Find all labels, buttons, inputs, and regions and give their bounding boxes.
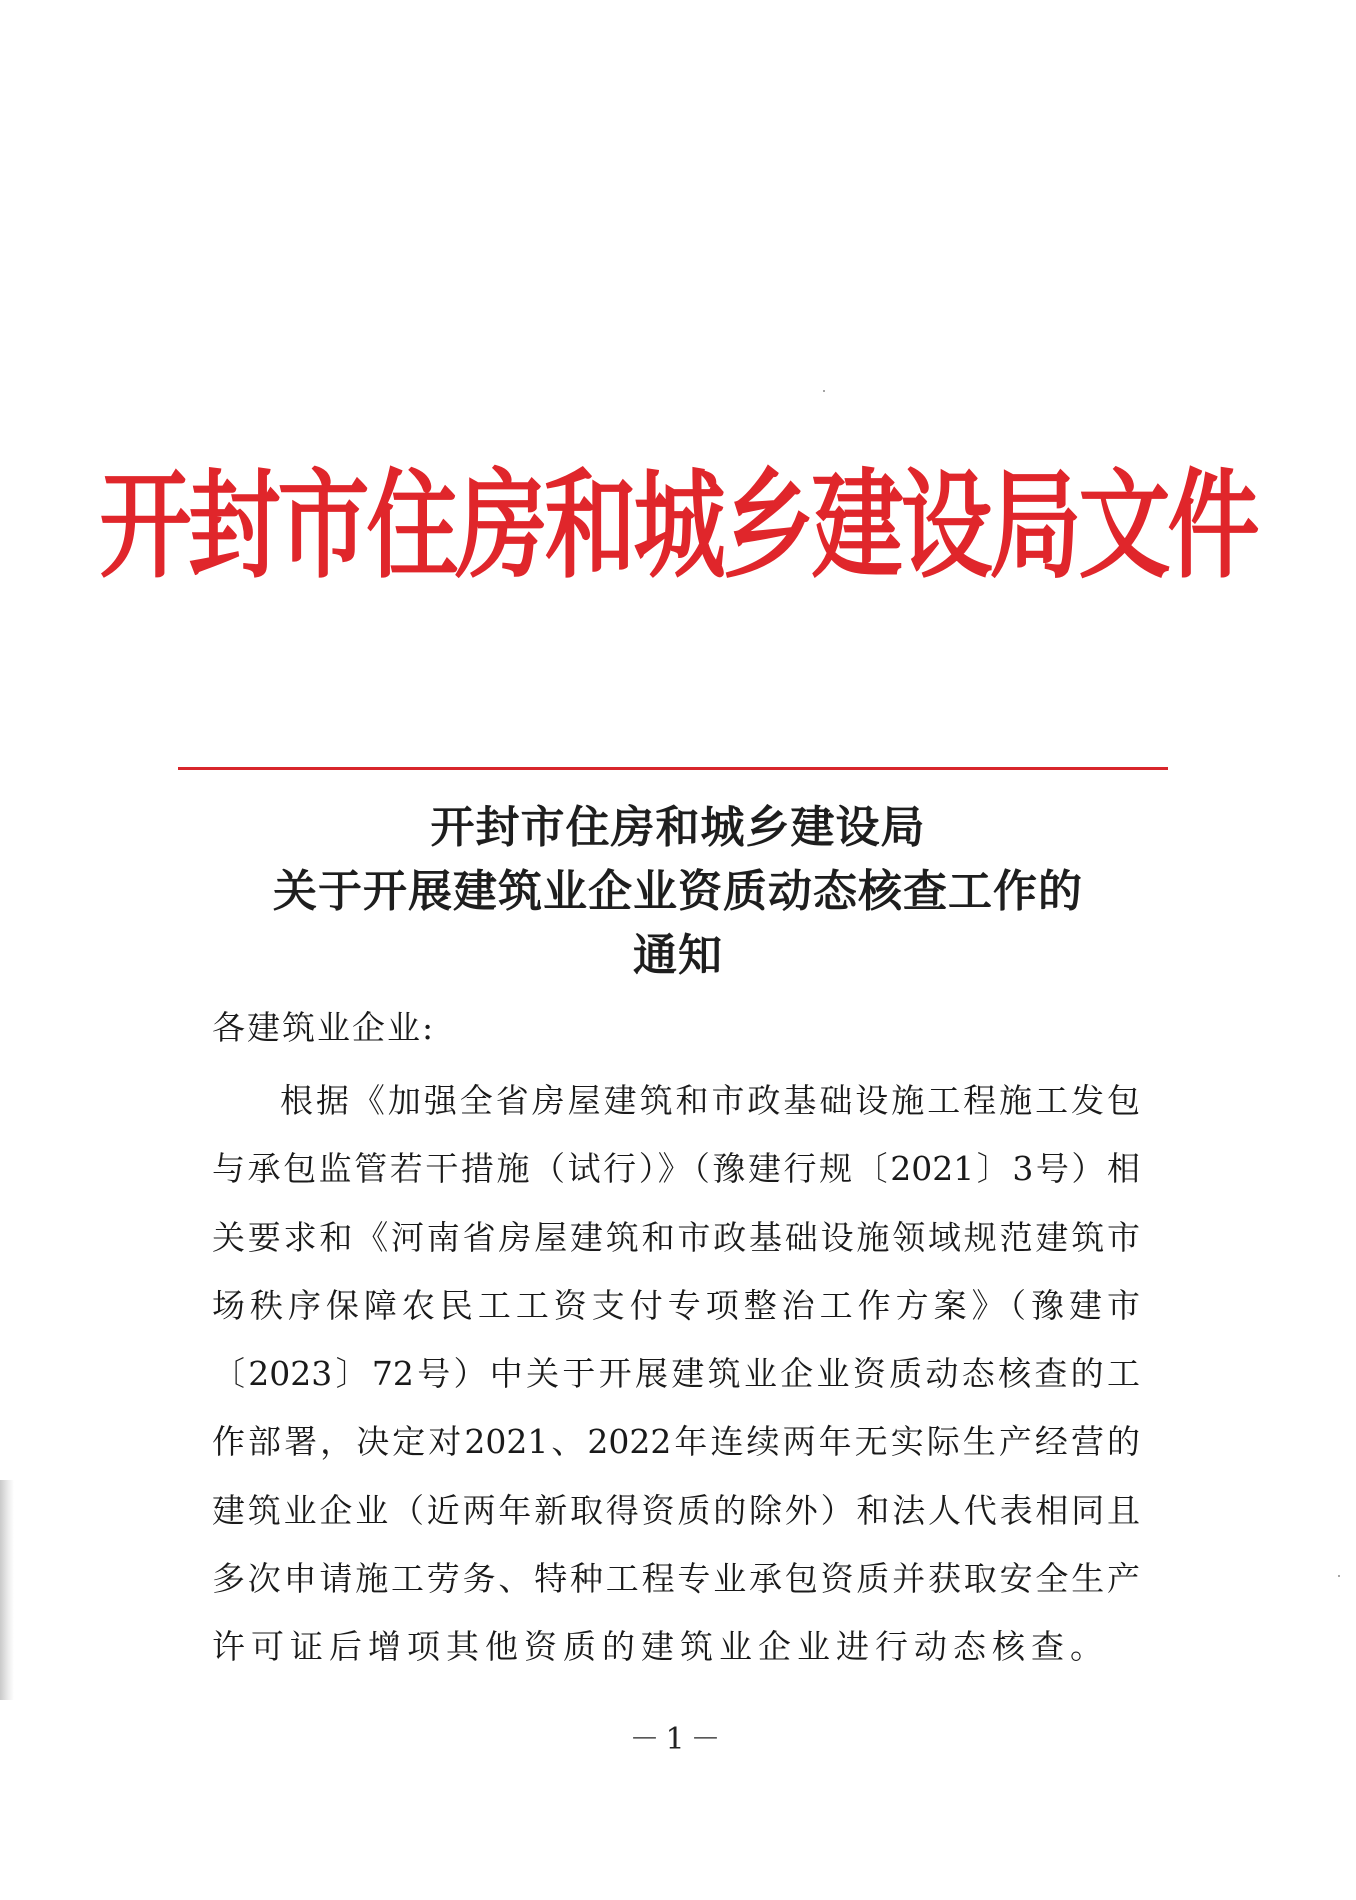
title-line: 关于开展建筑业企业资质动态核查工作的 bbox=[273, 866, 1083, 917]
body-line: 根据《加强全省房屋建筑和市政基础设施工程施工发包 bbox=[280, 1081, 1140, 1120]
title-line: 通知 bbox=[633, 930, 723, 981]
masthead-title: 开封市住房和城乡建设局文件 bbox=[99, 457, 1257, 595]
scan-speck bbox=[1338, 1575, 1340, 1577]
salutation: 各建筑业企业: bbox=[212, 1008, 436, 1047]
body-line: 许可证后增项其他资质的建筑业企业进行动态核查。 bbox=[212, 1627, 1109, 1667]
body-line: 多次申请施工劳务、特种工程专业承包资质并获取安全生产 bbox=[212, 1559, 1140, 1599]
title-line: 开封市住房和城乡建设局 bbox=[430, 802, 926, 853]
page-number: －1－ bbox=[629, 1722, 727, 1757]
body-line: 作部署，决定对2021、2022年连续两年无实际生产经营的 bbox=[212, 1422, 1140, 1462]
body-line: 建筑业企业（近两年新取得资质的除外）和法人代表相同且 bbox=[212, 1490, 1140, 1530]
body-line: 关要求和《河南省房屋建筑和市政基础设施领域规范建筑市 bbox=[212, 1217, 1140, 1257]
red-separator-rule bbox=[178, 767, 1168, 770]
body-line: 场秩序保障农民工工资支付专项整治工作方案》（豫建市 bbox=[212, 1285, 1140, 1325]
body-line: 与承包监管若干措施（试行）》（豫建行规〔2021〕3号）相 bbox=[212, 1149, 1140, 1189]
document-title bbox=[0, 796, 1356, 988]
scan-edge-shadow bbox=[0, 1480, 14, 1700]
body-paragraph bbox=[212, 1067, 1140, 1682]
scan-speck bbox=[823, 390, 825, 392]
body-line: 〔2023〕72号）中关于开展建筑业企业资质动态核查的工 bbox=[212, 1354, 1140, 1394]
